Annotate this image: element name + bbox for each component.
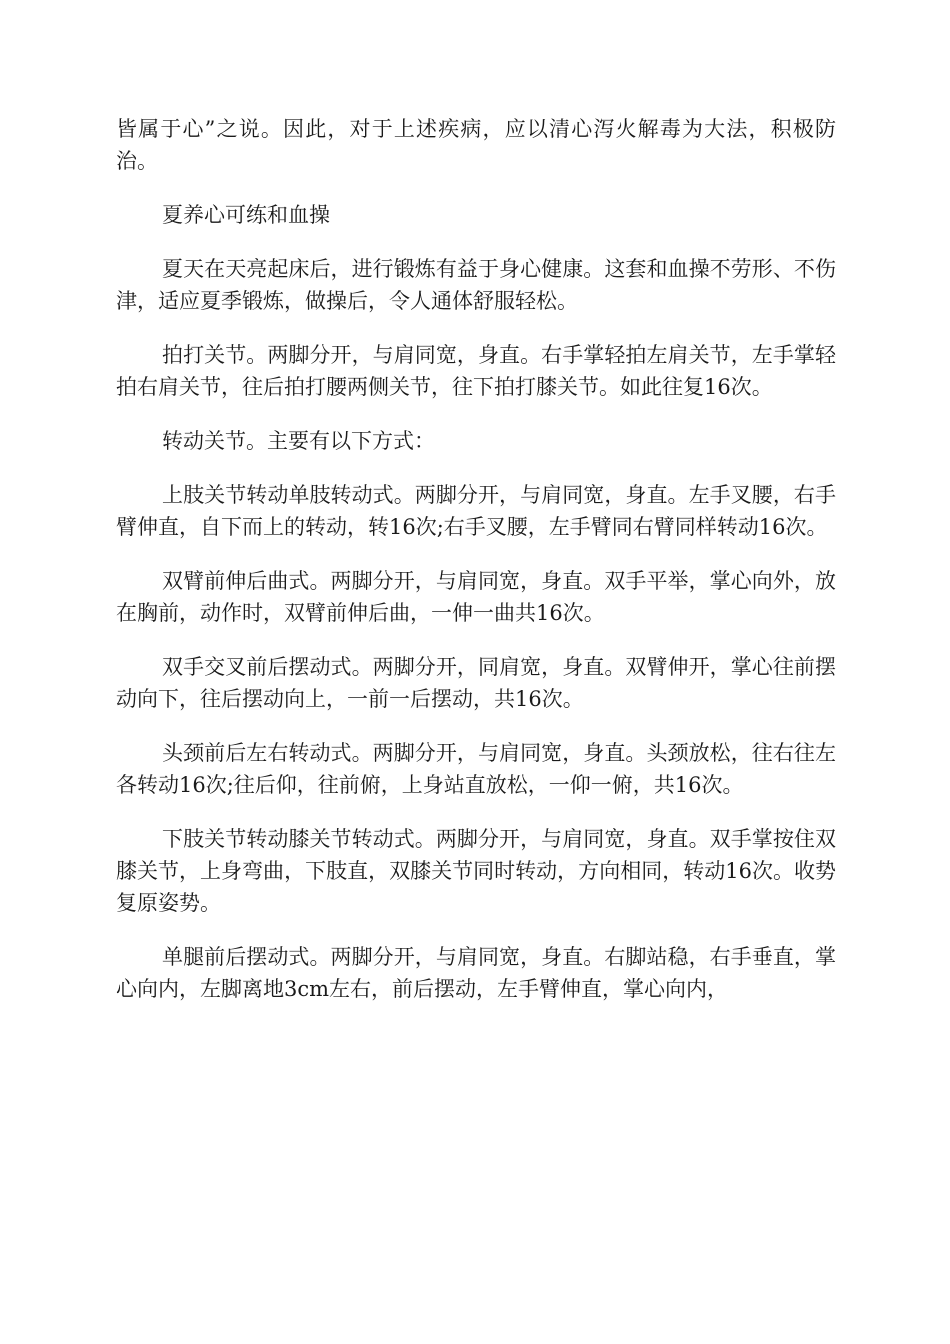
paragraph-11: 单腿前后摆动式。两脚分开，与肩同宽，身直。右脚站稳，右手垂直，掌心向内，左脚离地3cm左右，前后摆动，左手臂伸直，掌心向内， <box>116 945 836 1001</box>
paragraph-10: 下肢关节转动膝关节转动式。两脚分开，与肩同宽，身直。双手掌按住双膝关节，上身弯曲，下肢直，双膝关节同时转动，方向相同，转动16次。收势复原姿势。 <box>116 827 836 915</box>
paragraph-9: 头颈前后左右转动式。两脚分开，与肩同宽，身直。头颈放松，往右往左各转动16次;往后仰，往前俯，上身站直放松，一仰一俯，共16次。 <box>116 741 836 797</box>
paragraph-1: 皆属于心”之说。因此，对于上述疾病，应以清心泻火解毒为大法，积极防治。 <box>116 117 836 173</box>
paragraph-6: 上肢关节转动单肢转动式。两脚分开，与肩同宽，身直。左手叉腰，右手臂伸直，自下而上的转动，转16次;右手叉腰，左手臂同右臂同样转动16次。 <box>116 483 836 539</box>
paragraph-7: 双臂前伸后曲式。两脚分开，与肩同宽，身直。双手平举，掌心向外，放在胸前，动作时，双臂前伸后曲，一伸一曲共16次。 <box>116 569 836 625</box>
paragraph-4: 拍打关节。两脚分开，与肩同宽，身直。右手掌轻拍左肩关节，左手掌轻拍右肩关节，往后拍打腰两侧关节，往下拍打膝关节。如此往复16次。 <box>116 343 836 399</box>
paragraph-3: 夏天在天亮起床后，进行锻炼有益于身心健康。这套和血操不劳形、不伤津，适应夏季锻炼，做操后，令人通体舒服轻松。 <box>116 257 836 313</box>
paragraph-5: 转动关节。主要有以下方式： <box>162 429 435 453</box>
document-body <box>116 113 836 1027</box>
paragraph-8: 双手交叉前后摆动式。两脚分开，同肩宽，身直。双臂伸开，掌心往前摆动向下，往后摆动向上，一前一后摆动，共16次。 <box>116 655 836 711</box>
section-heading: 夏养心可练和血操 <box>162 203 330 227</box>
